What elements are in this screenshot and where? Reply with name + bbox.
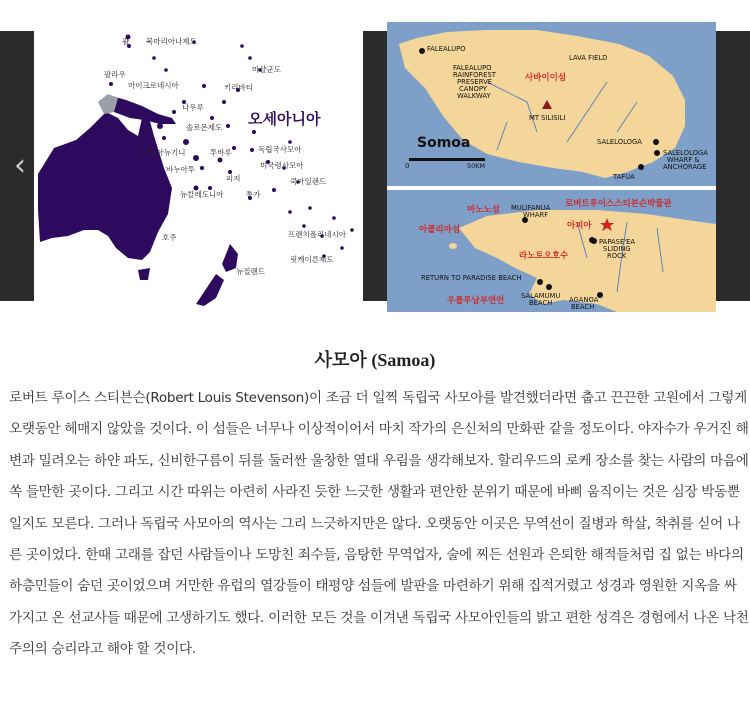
label-mulifanua-2: WHARF	[523, 211, 549, 219]
label-marshall: 마샬군도	[252, 65, 281, 74]
label-savaii: 사바이이섬	[525, 73, 567, 83]
label-salamumu-2: BEACH	[529, 299, 553, 307]
label-wharf-1: SALELOLOGA	[663, 149, 708, 157]
label-cook: 쿡아일랜드	[290, 177, 327, 186]
scale-label: 50KM	[467, 162, 486, 170]
label-nauru: 나우루	[182, 103, 204, 112]
label-aganoa-2: BEACH	[571, 303, 595, 311]
article-body: 로버트 루이스 스티븐슨(Robert Louis Stevenson)이 조금 더 일찍 독립국 사모아를 발견했더라면 춥고 끈끈한 고원에서 그렇게 오랫동안 헤매지 않았을 것이다. 이 섬들은 너무나 이상적이어서 마치 작가의 은신처의 만화판 같을 정도이다. 야자수가 우거진 해변과 밀려오는 하얀 파도, 신비한구름이 뒤를 둘러싼 울창한 열대 우림을 생각해보자. 할리우드의 로케 장소를 찾는 사람의 마음에쏙 들만한 곳이다. 그리고 시간 따위는 아련히 사라진 듯한 느긋한 생활과 편안한 분위기 때문에 바삐 움직이는 것은 심장 박동뿐일지도 모른다. 그러나 독립국 사모아의 역사는 그리 느긋하지만은 않다. 오랫동안 이곳은 무역선이 질병과 학살, 착취를 싣어 나른 곳이었다. 한때 고래를 잡던 사람들이나 도망친 죄수들, 음탕한 무역업자, 술에 찌든 선원과 은퇴한 해적들처럼 집 없는 바다의 하층민들이 숨던 곳이었으며 거만한 유럽의 열강들이 태평양 섬들에 발판을 마련하기 위해 집적거렸고 성경과 영원한 지옥을 싸 가지고 온 선교사들 때문에 고생하기도 했다. 이러한 모든 것을 이겨낸 독립국 사모아인들의 밝고 편한 성격은 경험에서 나온 낙천주의의 승리라고 해야 할 것이다.	[9, 390, 749, 658]
article-title: 사모아 (Samoa)	[314, 350, 436, 370]
label-manono: 마노노섬	[467, 205, 500, 215]
label-new-caledonia: 뉴칼레도니아	[180, 190, 224, 199]
samoa-map-image[interactable]	[387, 22, 716, 312]
label-lanoto: 라노토오호수	[519, 251, 569, 261]
label-fiji: 피지	[226, 174, 241, 183]
label-tonga: 통가	[246, 190, 261, 199]
label-museum: 로버트루이스스티븐슨박물관	[565, 199, 672, 209]
photo-slider	[0, 0, 750, 322]
label-salelologa: SALELOLOGA	[597, 138, 642, 146]
label-kiribati: 키리바티	[224, 83, 253, 92]
label-papaseea-1: PAPASE'EA	[599, 238, 636, 246]
map-divider	[387, 186, 716, 190]
oceania-map-image[interactable]	[34, 22, 363, 311]
label-rainforest-4: CANOPY	[459, 85, 487, 93]
label-png: 파푸아뉴기니	[142, 148, 186, 157]
label-pitcairn: 핏케이른제도	[290, 255, 334, 264]
label-rainforest-1: FALEALUPO	[453, 64, 492, 72]
samoa-map-title: Somoa	[417, 135, 471, 151]
label-wharf-3: ANCHORAGE	[663, 163, 707, 171]
prev-arrow-icon[interactable]: ‹	[14, 148, 26, 183]
oceania-map	[34, 22, 363, 311]
apolima-island	[449, 243, 457, 249]
label-mt-silisili: MT SILISILI	[529, 114, 566, 122]
oceania-title: 오세아니아	[248, 110, 321, 128]
label-australia: 호주	[162, 233, 177, 242]
label-palau: 팔라우	[104, 70, 126, 79]
manono-island	[470, 223, 480, 229]
label-tuvalu: 투바루	[210, 148, 232, 157]
tasmania-shape	[138, 268, 150, 280]
label-tafua: TAFUA	[613, 173, 635, 181]
label-salamumu-1: SALAMUMU	[521, 292, 561, 300]
label-papaseea-3: ROCK	[607, 252, 627, 260]
label-am-samoa: 미국령사모아	[260, 161, 304, 170]
label-northern-marianas: 북마리아나제도	[146, 37, 197, 46]
label-vanuatu: 바누아투	[166, 165, 195, 174]
samoa-map	[387, 22, 716, 312]
label-guam: 괌	[122, 37, 130, 46]
label-apolima: 아폴리마섬	[419, 225, 461, 235]
label-papaseea-2: SLIDING	[603, 245, 631, 253]
label-wharf-2: WHARF &	[667, 156, 700, 164]
label-french-polynesia: 프렌치폴리네시아	[288, 230, 346, 239]
label-apia: 아피아	[567, 221, 592, 231]
label-upolu: 우폴루남부연안	[447, 296, 505, 306]
label-aganoa-1: AGANOA	[569, 296, 599, 304]
label-micronesia: 마이크로네시아	[128, 81, 179, 90]
label-rainforest-3: PRESERVE	[457, 78, 493, 86]
label-falealupo: FALEALUPO	[427, 45, 466, 53]
australia-shape	[38, 112, 172, 260]
label-paradise-beach: RETURN TO PARADISE BEACH	[421, 274, 522, 282]
new-zealand-south-shape	[196, 274, 224, 306]
label-mulifanua-1: MULIFANUA	[511, 204, 551, 212]
scale-zero: 0	[405, 162, 410, 170]
label-solomon: 솔로몬제도	[186, 123, 223, 132]
label-new-zealand: 뉴질랜드	[236, 267, 265, 276]
article-header	[0, 346, 750, 372]
label-rainforest-5: WALKWAY	[457, 92, 491, 100]
label-lava-field: LAVA FIELD	[569, 54, 608, 62]
label-ind-samoa: 독립국사모아	[258, 145, 302, 154]
label-rainforest-2: RAINFOREST	[453, 71, 496, 79]
